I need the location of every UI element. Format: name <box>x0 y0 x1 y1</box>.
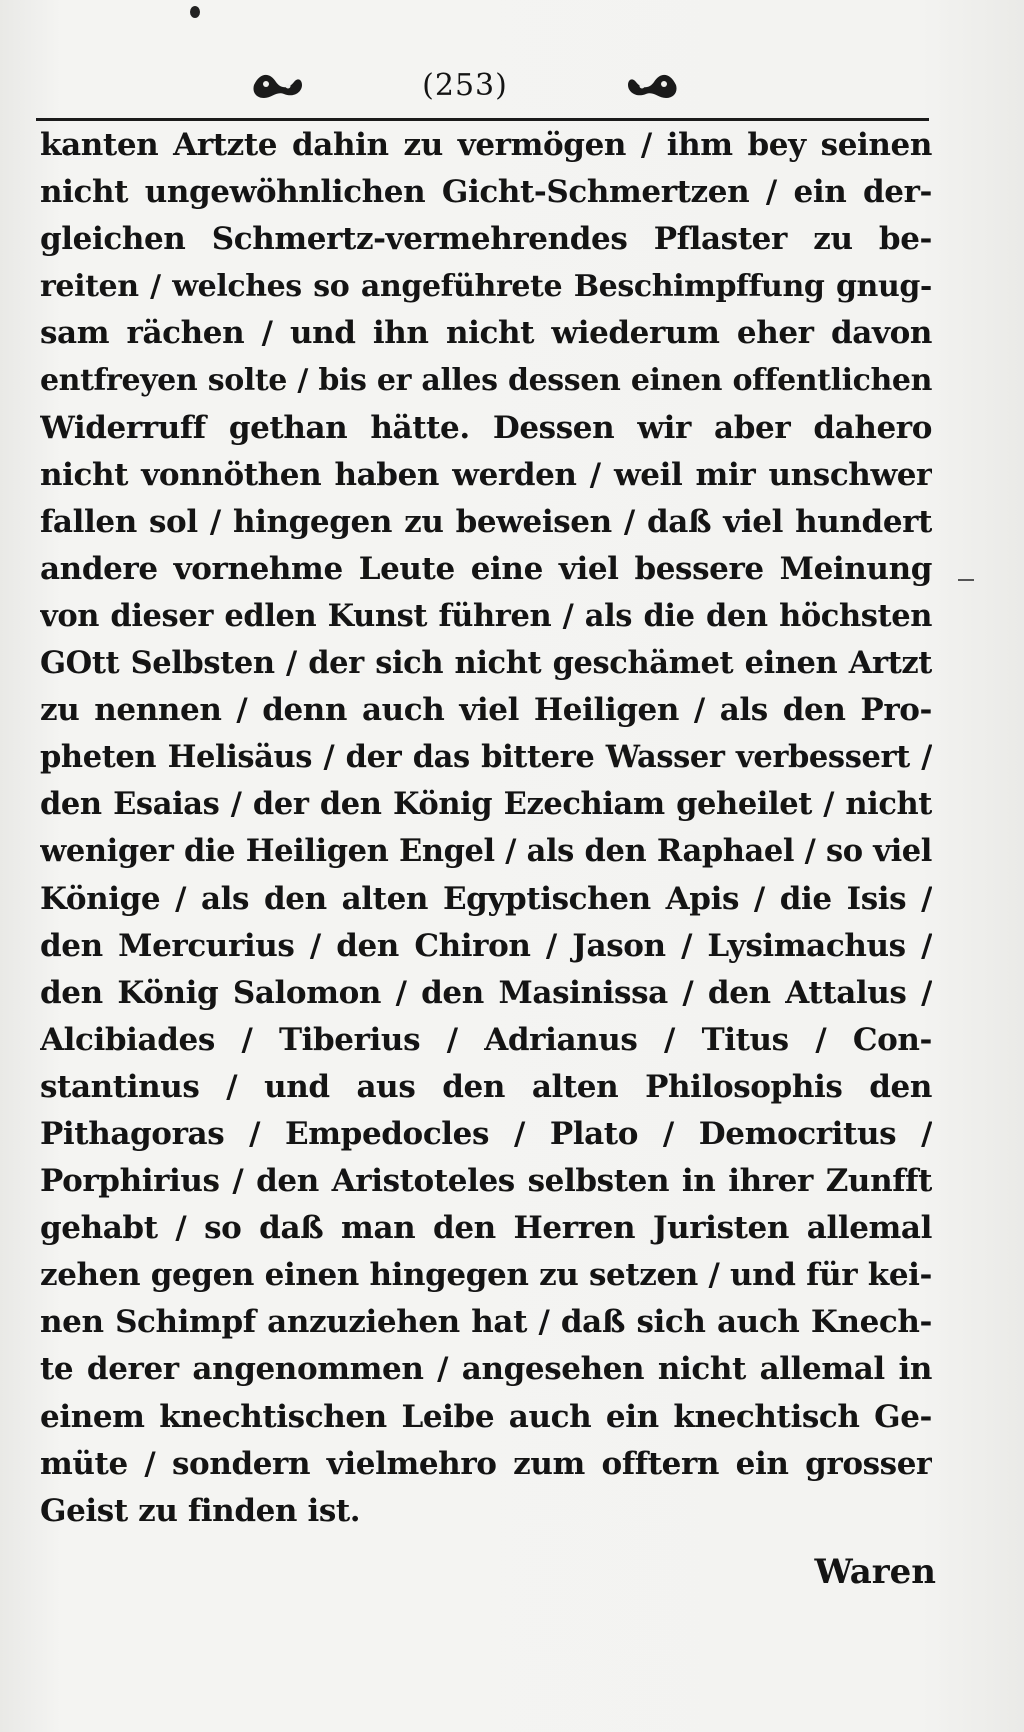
body-text <box>40 122 932 1535</box>
scan-speck <box>190 6 200 18</box>
text-line: den König Salomon / den Masinissa / den Attalus / <box>40 974 932 1011</box>
text-line: Geist zu finden ist. <box>40 1492 361 1529</box>
fleuron-left-icon <box>250 68 306 102</box>
text-line: zu nennen / denn auch viel Heiligen / als den Pro- <box>40 692 932 729</box>
text-line: nicht vonnöthen haben werden / weil mir unschwer <box>40 456 932 493</box>
text-line: te derer angenommen / angesehen nicht allemal in <box>40 1351 932 1388</box>
text-line: Alcibiades / Tiberius / Adrianus / Titus / Con- <box>40 1021 932 1058</box>
text-line: sam rächen / und ihn nicht wiederum eher davon <box>40 315 932 352</box>
text-line: von dieser edlen Kunst führen / als die den höchsten <box>40 597 932 634</box>
text-line: gehabt / so daß man den Herren Juristen allemal <box>40 1210 932 1247</box>
text-line: kanten Artzte dahin zu vermögen / ihm bey seinen <box>40 127 932 163</box>
text-line: stantinus / und aus den alten Philosophis den <box>40 1068 932 1105</box>
text-line: gleichen Schmertz-vermehrendes Pflaster zu be- <box>40 221 932 258</box>
text-line: fallen sol / hingegen zu beweisen / daß viel hundert <box>40 503 932 540</box>
text-line: entfreyen solte / bis er alles dessen einen offentlichen <box>40 363 932 399</box>
text-line: den Esaias / der den König Ezechiam geheilet / nicht <box>40 786 932 823</box>
text-line: pheten Helisäus / der das bittere Wasser verbessert / <box>40 739 932 776</box>
page-number: (253) <box>422 67 508 103</box>
margin-mark <box>958 579 974 581</box>
running-header <box>250 62 680 108</box>
text-line: Widerruff gethan hätte. Dessen wir aber dahero <box>40 409 932 446</box>
text-line: weniger die Heiligen Engel / als den Raphael / so viel <box>40 833 932 870</box>
text-line: müte / sondern vielmehro zum offtern ein grosser <box>40 1445 932 1482</box>
catchword: Waren <box>814 1552 936 1592</box>
text-line: Könige / als den alten Egyptischen Apis / die Isis / <box>40 880 932 917</box>
text-line: den Mercurius / den Chiron / Jason / Lysimachus / <box>40 927 932 964</box>
fleuron-right-icon <box>624 68 680 102</box>
header-rule <box>36 118 929 121</box>
text-line: Porphirius / den Aristoteles selbsten in ihrer Zunfft <box>40 1163 932 1200</box>
text-line: nicht ungewöhnlichen Gicht-Schmertzen / ein der- <box>40 174 932 211</box>
text-line: Pithagoras / Empedocles / Plato / Democritus / <box>40 1115 932 1152</box>
text-line: GOtt Selbsten / der sich nicht geschämet einen Artzt <box>40 645 932 682</box>
text-line: zehen gegen einen hingegen zu setzen / und für kei- <box>40 1257 932 1294</box>
text-line: nen Schimpf anzuziehen hat / daß sich auch Knech- <box>40 1304 932 1341</box>
text-line: einem knechtischen Leibe auch ein knechtisch Ge- <box>40 1398 932 1435</box>
text-line: andere vornehme Leute eine viel bessere Meinung <box>40 550 932 587</box>
text-line: reiten / welches so angeführete Beschimpffung gnug- <box>40 269 932 305</box>
